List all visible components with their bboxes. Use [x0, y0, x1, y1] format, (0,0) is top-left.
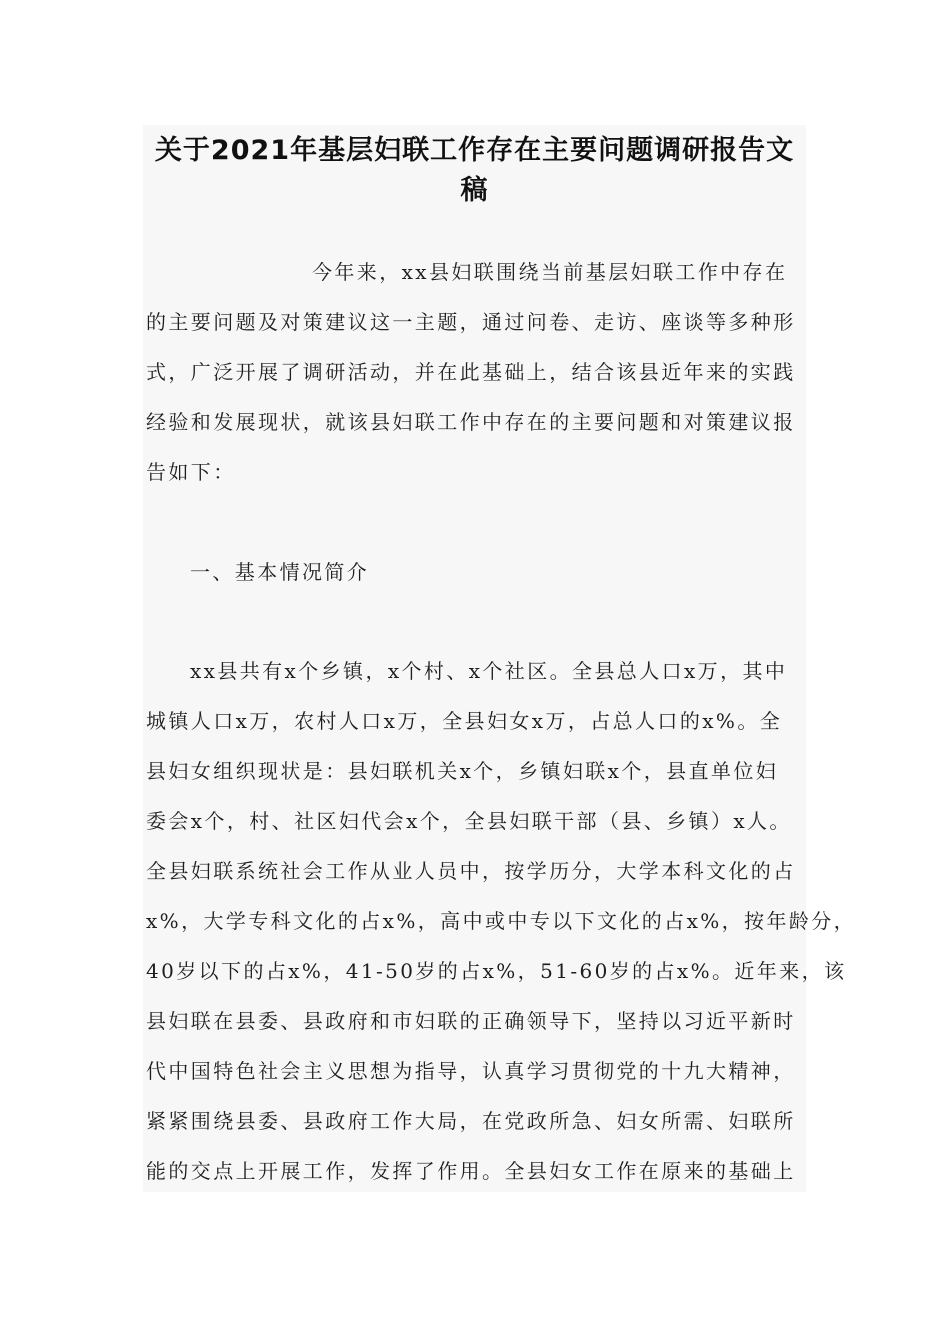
- title-line-2: 稿: [460, 175, 489, 206]
- section-line: 县妇联在县委、县政府和市妇联的正确领导下，坚持以习近平新时: [146, 1009, 796, 1033]
- title-line-1: 关于2021年基层妇联工作存在主要问题调研报告文: [154, 135, 795, 166]
- section-line: 委会x个，村、社区妇代会x个，全县妇联干部（县、乡镇）x人。: [146, 809, 792, 833]
- section-line: 全县妇联系统社会工作从业人员中，按学历分，大学本科文化的占: [146, 859, 796, 883]
- section-line: 县妇女组织现状是：县妇联机关x个，乡镇妇联x个，县直单位妇: [146, 759, 779, 783]
- intro-line: 式，广泛开展了调研活动，并在此基础上，结合该县近年来的实践: [146, 360, 796, 384]
- section-line: 紧紧围绕县委、县政府工作大局，在党政所急、妇女所需、妇联所: [146, 1109, 796, 1133]
- intro-line: 今年来，xx县妇联围绕当前基层妇联工作中存在: [312, 260, 788, 284]
- intro-line: 的主要问题及对策建议这一主题，通过问卷、走访、座谈等多种形: [146, 310, 796, 334]
- section-heading: 一、基本情况简介: [190, 560, 370, 584]
- section-line: 能的交点上开展工作，发挥了作用。全县妇女工作在原来的基础上: [146, 1159, 796, 1183]
- section-line: 城镇人口x万，农村人口x万，全县妇女x万，占总人口的x%。全: [146, 709, 783, 733]
- section-line: 40岁以下的占x%，41-50岁的占x%，51-60岁的占x%。近年来，该: [146, 959, 847, 983]
- intro-line: 经验和发展现状，就该县妇联工作中存在的主要问题和对策建议报: [146, 410, 796, 434]
- section-line: 代中国特色社会主义思想为指导，认真学习贯彻党的十九大精神，: [146, 1059, 796, 1083]
- intro-line: 告如下：: [146, 460, 236, 484]
- document-title: [143, 131, 806, 211]
- section-line: xx县共有x个乡镇，x个村、x个社区。全县总人口x万，其中: [190, 659, 788, 683]
- section-line: x%，大学专科文化的占x%，高中或中专以下文化的占x%，按年龄分，: [146, 909, 857, 933]
